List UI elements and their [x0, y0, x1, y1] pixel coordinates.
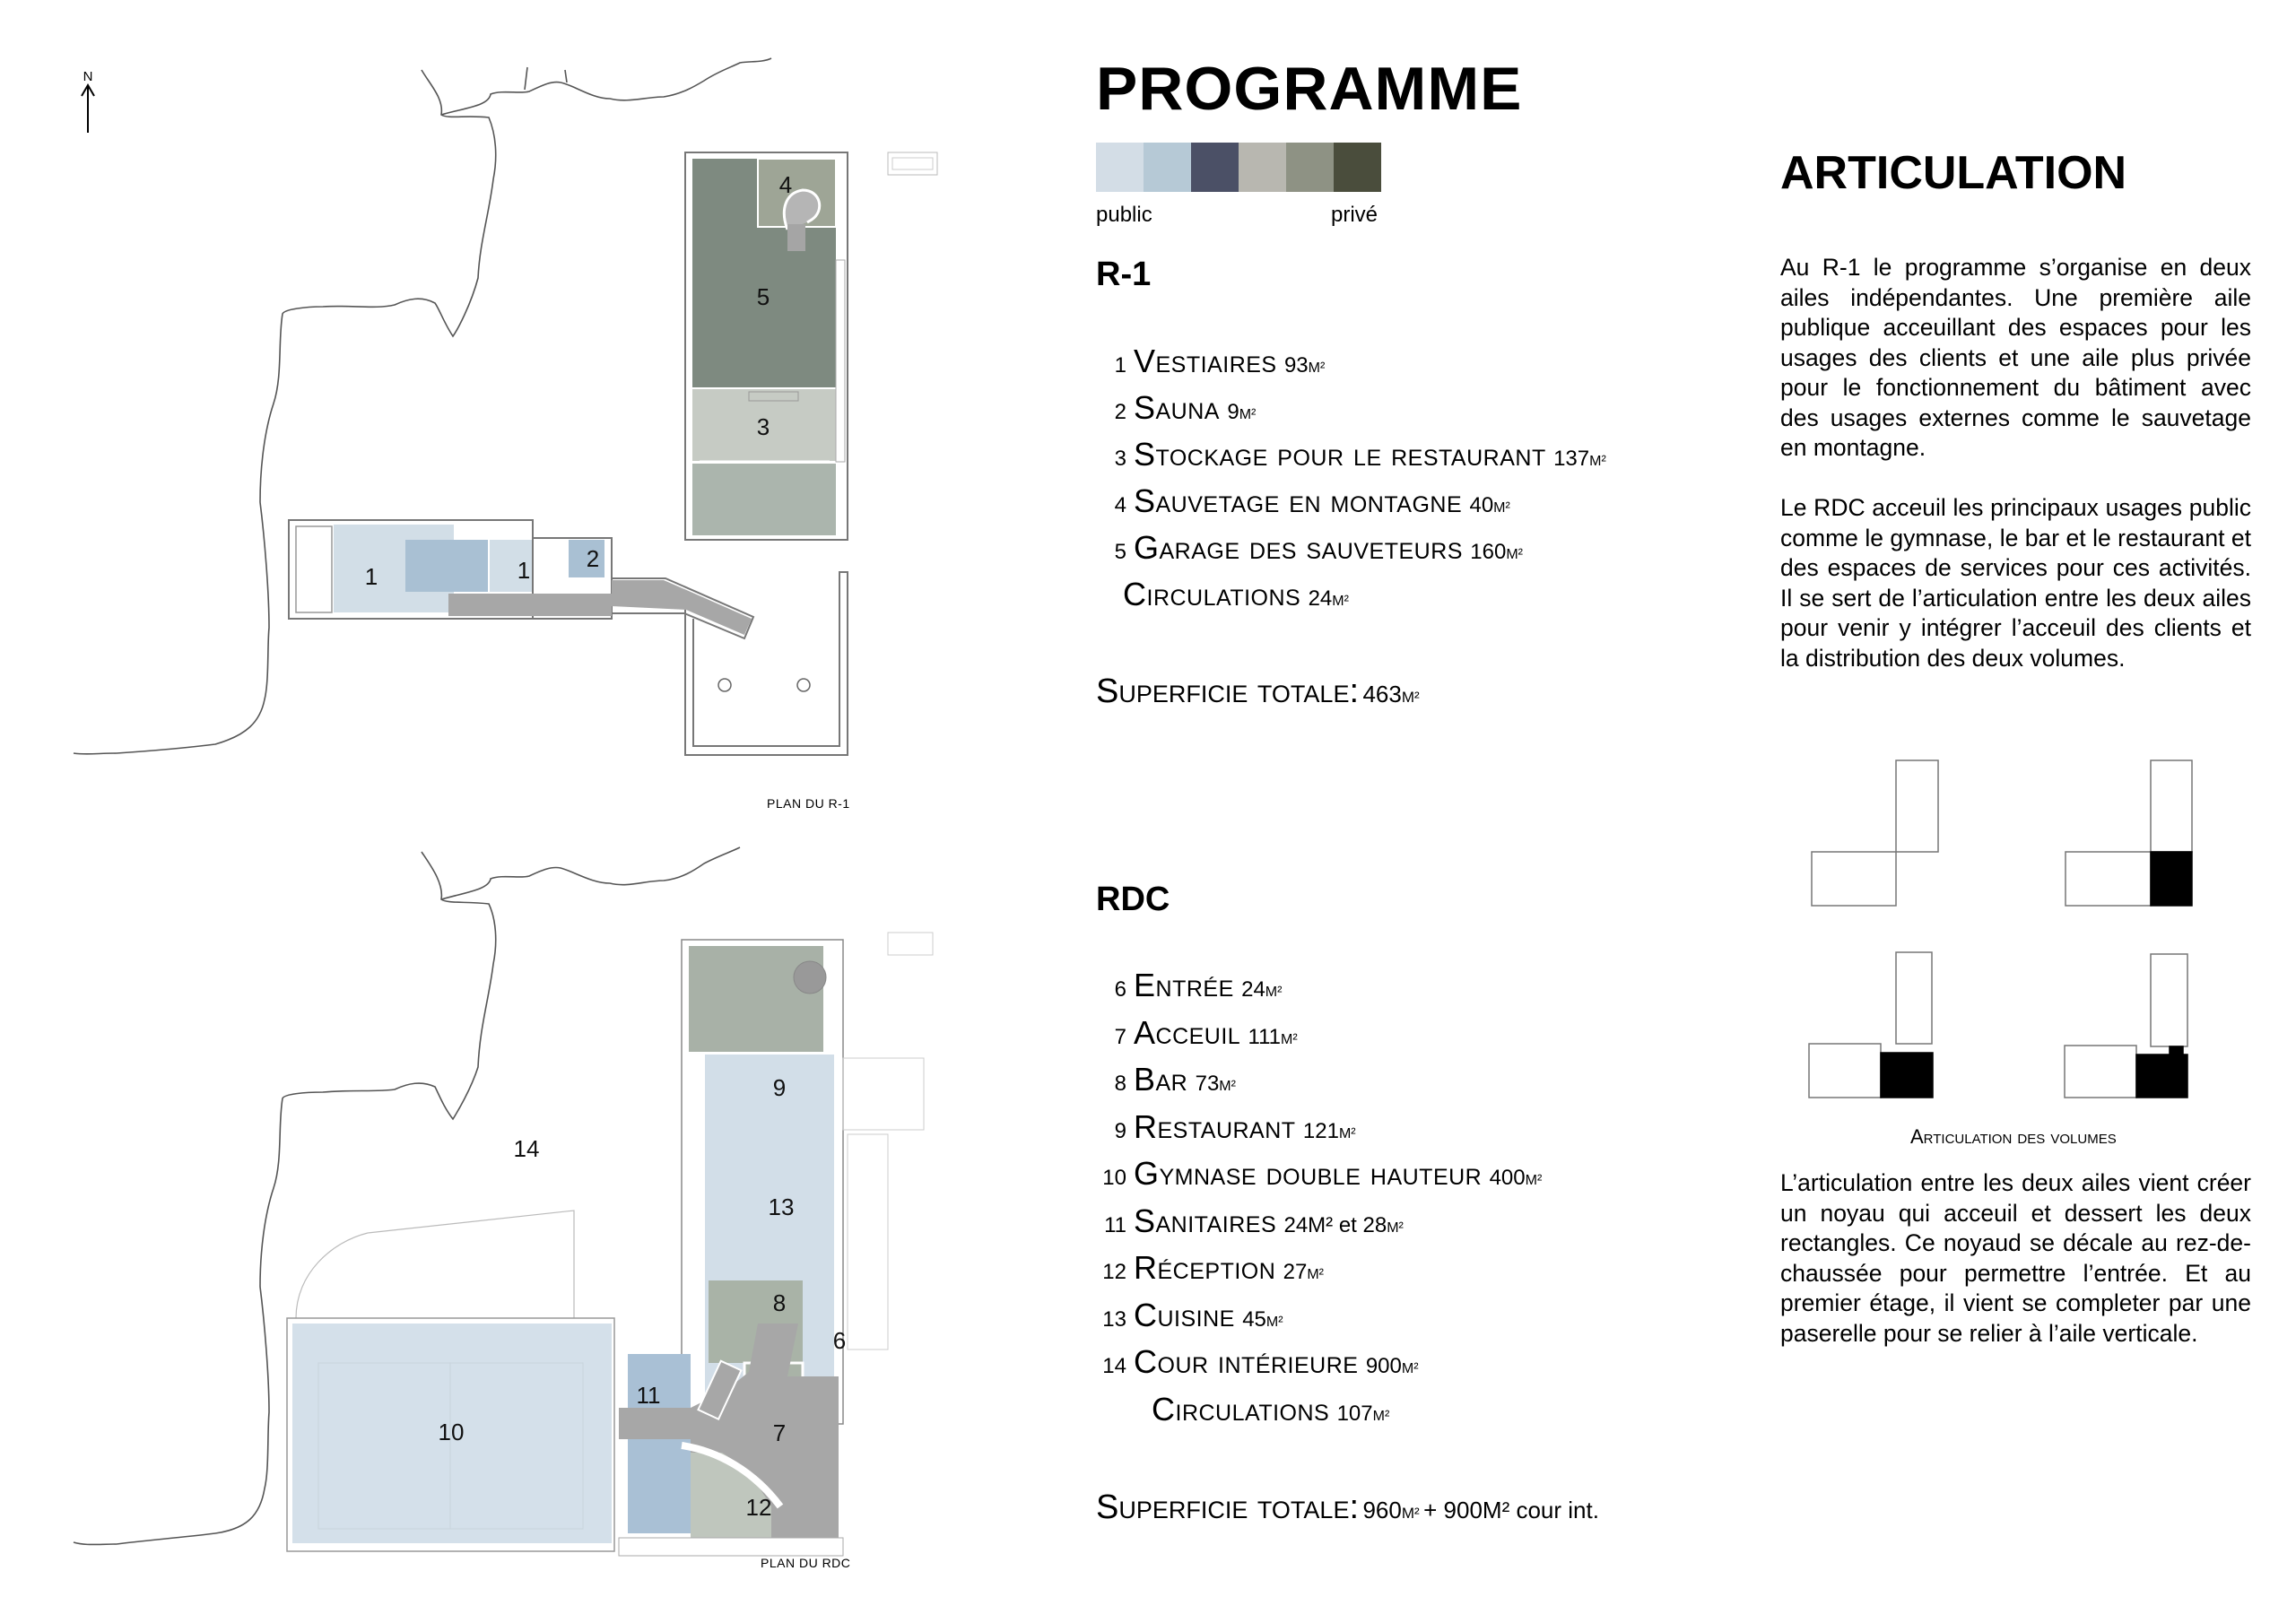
programme-item — [1101, 1061, 1236, 1098]
room-label: 4 — [778, 171, 793, 198]
item-number: 5 — [1114, 540, 1126, 564]
articulation-paragraph: Le RDC acceuil les principaux usages public comme le gymnase, le bar et le restaurant et des espaces de services pour ces activités. Il se sert de l’articulation entre les deux ailes pour venir y intégrer l’acceuil des clients et la distribution des deux volumes. — [1780, 494, 2251, 672]
programme-item — [1101, 1014, 1298, 1052]
section-heading-rdc: RDC — [1096, 881, 1170, 918]
plan-rdc — [74, 847, 933, 1556]
item-name: Cuisine — [1134, 1296, 1235, 1333]
room-label: 12 — [745, 1494, 772, 1521]
programme-item — [1101, 1155, 1542, 1193]
item-unit: M² — [1589, 454, 1606, 469]
item-number: 12 — [1102, 1260, 1126, 1284]
item-name: Garage des sauveteurs — [1134, 529, 1463, 566]
item-unit: M² — [1219, 1079, 1236, 1094]
room-toilets-r1 — [405, 540, 488, 592]
item-number: 7 — [1114, 1024, 1126, 1049]
legend-swatch — [1144, 143, 1191, 192]
item-name: Cour intérieure — [1134, 1343, 1359, 1380]
item-unit: M² — [1281, 1031, 1298, 1047]
item-number: 11 — [1104, 1212, 1126, 1237]
item-name: Bar — [1134, 1061, 1188, 1098]
legend-swatch — [1334, 143, 1381, 192]
item-number: 3 — [1114, 447, 1126, 471]
item-area: 107 — [1336, 1401, 1373, 1426]
room-label: 2 — [586, 545, 600, 572]
item-number: 4 — [1114, 493, 1126, 517]
color-legend — [1096, 143, 1381, 192]
total-area-rdc — [1096, 1488, 1599, 1527]
programme-item — [1101, 1108, 1356, 1146]
item-area: 400 — [1489, 1166, 1526, 1190]
room-label: 7 — [772, 1419, 787, 1446]
item-number: 13 — [1102, 1306, 1126, 1332]
programme-item — [1101, 1343, 1419, 1381]
total-unit: M² — [1401, 1505, 1420, 1522]
room-11-sanitaires — [628, 1354, 691, 1533]
item-unit: M² — [1372, 1408, 1390, 1424]
item-area: 111 — [1248, 1024, 1282, 1049]
item-name: Sauvetage en montagne — [1134, 482, 1463, 519]
item-unit: M² — [1338, 1125, 1356, 1141]
north-arrow-icon — [82, 69, 94, 133]
programme-item — [1123, 576, 1349, 613]
item-number: 6 — [1114, 977, 1126, 1002]
item-unit: M² — [1525, 1173, 1543, 1188]
legend-private-label: privé — [1331, 203, 1378, 227]
legend-swatch — [1239, 143, 1286, 192]
legend-swatch — [1096, 143, 1144, 192]
programme-item — [1101, 343, 1325, 380]
north-label: N — [83, 69, 93, 84]
legend-public-label: public — [1096, 203, 1152, 227]
item-area: 24M² et 28 — [1283, 1212, 1387, 1237]
item-area: 900 — [1365, 1354, 1402, 1378]
articulation-paragraph: L’articulation entre les deux ailes vient créer un noyau qui acceuil et dessert les deux rectangles. Ce noyaud se décale au rez-de-chaussée pour permettre l’entrée. Et au premier étage, il vient se completer par une paserelle pour se relier à l’aile verticale. — [1780, 1169, 2251, 1347]
item-unit: M² — [1307, 1267, 1324, 1282]
legend-swatch — [1286, 143, 1334, 192]
programme-item — [1101, 1297, 1283, 1334]
item-unit: M² — [1308, 360, 1326, 376]
programme-item — [1101, 436, 1606, 473]
item-number: 10 — [1102, 1166, 1126, 1190]
total-label: Superficie totale: — [1096, 673, 1360, 710]
programme-item — [1101, 967, 1282, 1004]
item-name: Entrée — [1134, 967, 1234, 1003]
item-area: 93 — [1283, 353, 1309, 378]
room-label: 5 — [756, 283, 770, 310]
room-label: 11 — [636, 1382, 661, 1409]
item-unit: M² — [1332, 594, 1349, 609]
total-value: 960 — [1362, 1497, 1402, 1523]
item-unit: M² — [1239, 407, 1257, 422]
programme-item — [1101, 482, 1510, 520]
terrain-contour-r1-top — [441, 58, 771, 115]
item-number: 8 — [1114, 1072, 1126, 1096]
item-area: 9 — [1227, 400, 1239, 424]
item-area: 160 — [1470, 540, 1507, 564]
item-name: Circulations — [1152, 1390, 1330, 1428]
total-suffix: + 900M² cour int. — [1423, 1497, 1599, 1523]
room-label: 9 — [772, 1074, 787, 1101]
diagram-step-3 — [1809, 952, 1933, 1098]
room-label: 6 — [832, 1327, 847, 1354]
item-area: 45 — [1242, 1306, 1266, 1332]
programme-item — [1101, 389, 1256, 427]
programme-item — [1101, 1249, 1324, 1287]
item-area: 24 — [1308, 586, 1333, 611]
item-name: Sauna — [1134, 389, 1220, 426]
volume-articulation-diagram — [1785, 744, 2233, 1112]
articulation-title: ARTICULATION — [1780, 147, 2127, 199]
total-label: Superficie totale: — [1096, 1488, 1360, 1526]
programme-item — [1101, 529, 1523, 567]
room-label: 14 — [513, 1135, 540, 1162]
item-name: Gymnase double hauteur — [1134, 1155, 1483, 1192]
room-label: 1 — [517, 557, 531, 584]
item-name: Circulations — [1123, 576, 1301, 612]
item-area: 73 — [1195, 1072, 1220, 1096]
diagram-step-1 — [1812, 760, 1938, 906]
diagram-caption: Articulation des volumes — [1910, 1125, 2117, 1148]
item-number: 14 — [1102, 1354, 1126, 1378]
plan-caption-r1: PLAN DU R-1 — [767, 796, 850, 811]
section-heading-r1: R-1 — [1096, 256, 1152, 293]
item-area: 137 — [1553, 447, 1590, 471]
diagram-step-4 — [2065, 954, 2187, 1098]
total-area-r1 — [1096, 673, 1420, 711]
room-label: 8 — [772, 1289, 787, 1316]
room-label: 3 — [756, 413, 770, 440]
item-unit: M² — [1493, 500, 1510, 516]
item-name: Sanitaires — [1134, 1202, 1277, 1239]
programme-item — [1101, 1202, 1404, 1240]
item-unit: M² — [1265, 985, 1283, 1000]
item-number: 9 — [1114, 1118, 1126, 1143]
item-name: Restaurant — [1134, 1107, 1296, 1145]
legend-swatch — [1191, 143, 1239, 192]
room-top-rdc — [689, 946, 823, 1052]
item-unit: M² — [1265, 1314, 1283, 1330]
item-name: Vestiaires — [1134, 343, 1277, 379]
item-area: 27 — [1283, 1260, 1308, 1284]
terrain-contour-r1 — [74, 70, 496, 754]
item-number: 2 — [1114, 400, 1126, 424]
item-unit: M² — [1506, 547, 1523, 562]
item-area: 40 — [1469, 493, 1494, 517]
item-name: Réception — [1134, 1249, 1276, 1286]
programme-item — [1152, 1391, 1389, 1428]
room-label: 13 — [768, 1193, 795, 1220]
total-value: 463 — [1362, 681, 1402, 707]
articulation-paragraph: Au R-1 le programme s’organise en deux ailes indépendantes. Une première aile publique acceuillant des espaces pour les usages des clients et une aile plus privée pour le fonctionnement du bâtiment avec des usages externes comme le sauvetage en montagne. — [1780, 254, 2251, 461]
item-area: 24 — [1241, 977, 1265, 1002]
room-label: 10 — [438, 1419, 465, 1445]
total-unit: M² — [1401, 689, 1420, 706]
plan-caption-rdc: PLAN DU RDC — [761, 1556, 851, 1570]
item-number: 1 — [1114, 353, 1126, 378]
item-area: 121 — [1302, 1118, 1339, 1143]
page-title: PROGRAMME — [1096, 55, 1523, 123]
plan-r1 — [74, 58, 937, 755]
room-label: 1 — [364, 563, 378, 590]
floor-plans — [0, 0, 1058, 1623]
item-name: Acceuil — [1134, 1013, 1241, 1051]
item-unit: M² — [1401, 1361, 1419, 1376]
item-unit: M² — [1387, 1219, 1404, 1236]
item-name: Stockage pour le restaurant — [1134, 436, 1546, 473]
diagram-step-2 — [2066, 760, 2192, 906]
